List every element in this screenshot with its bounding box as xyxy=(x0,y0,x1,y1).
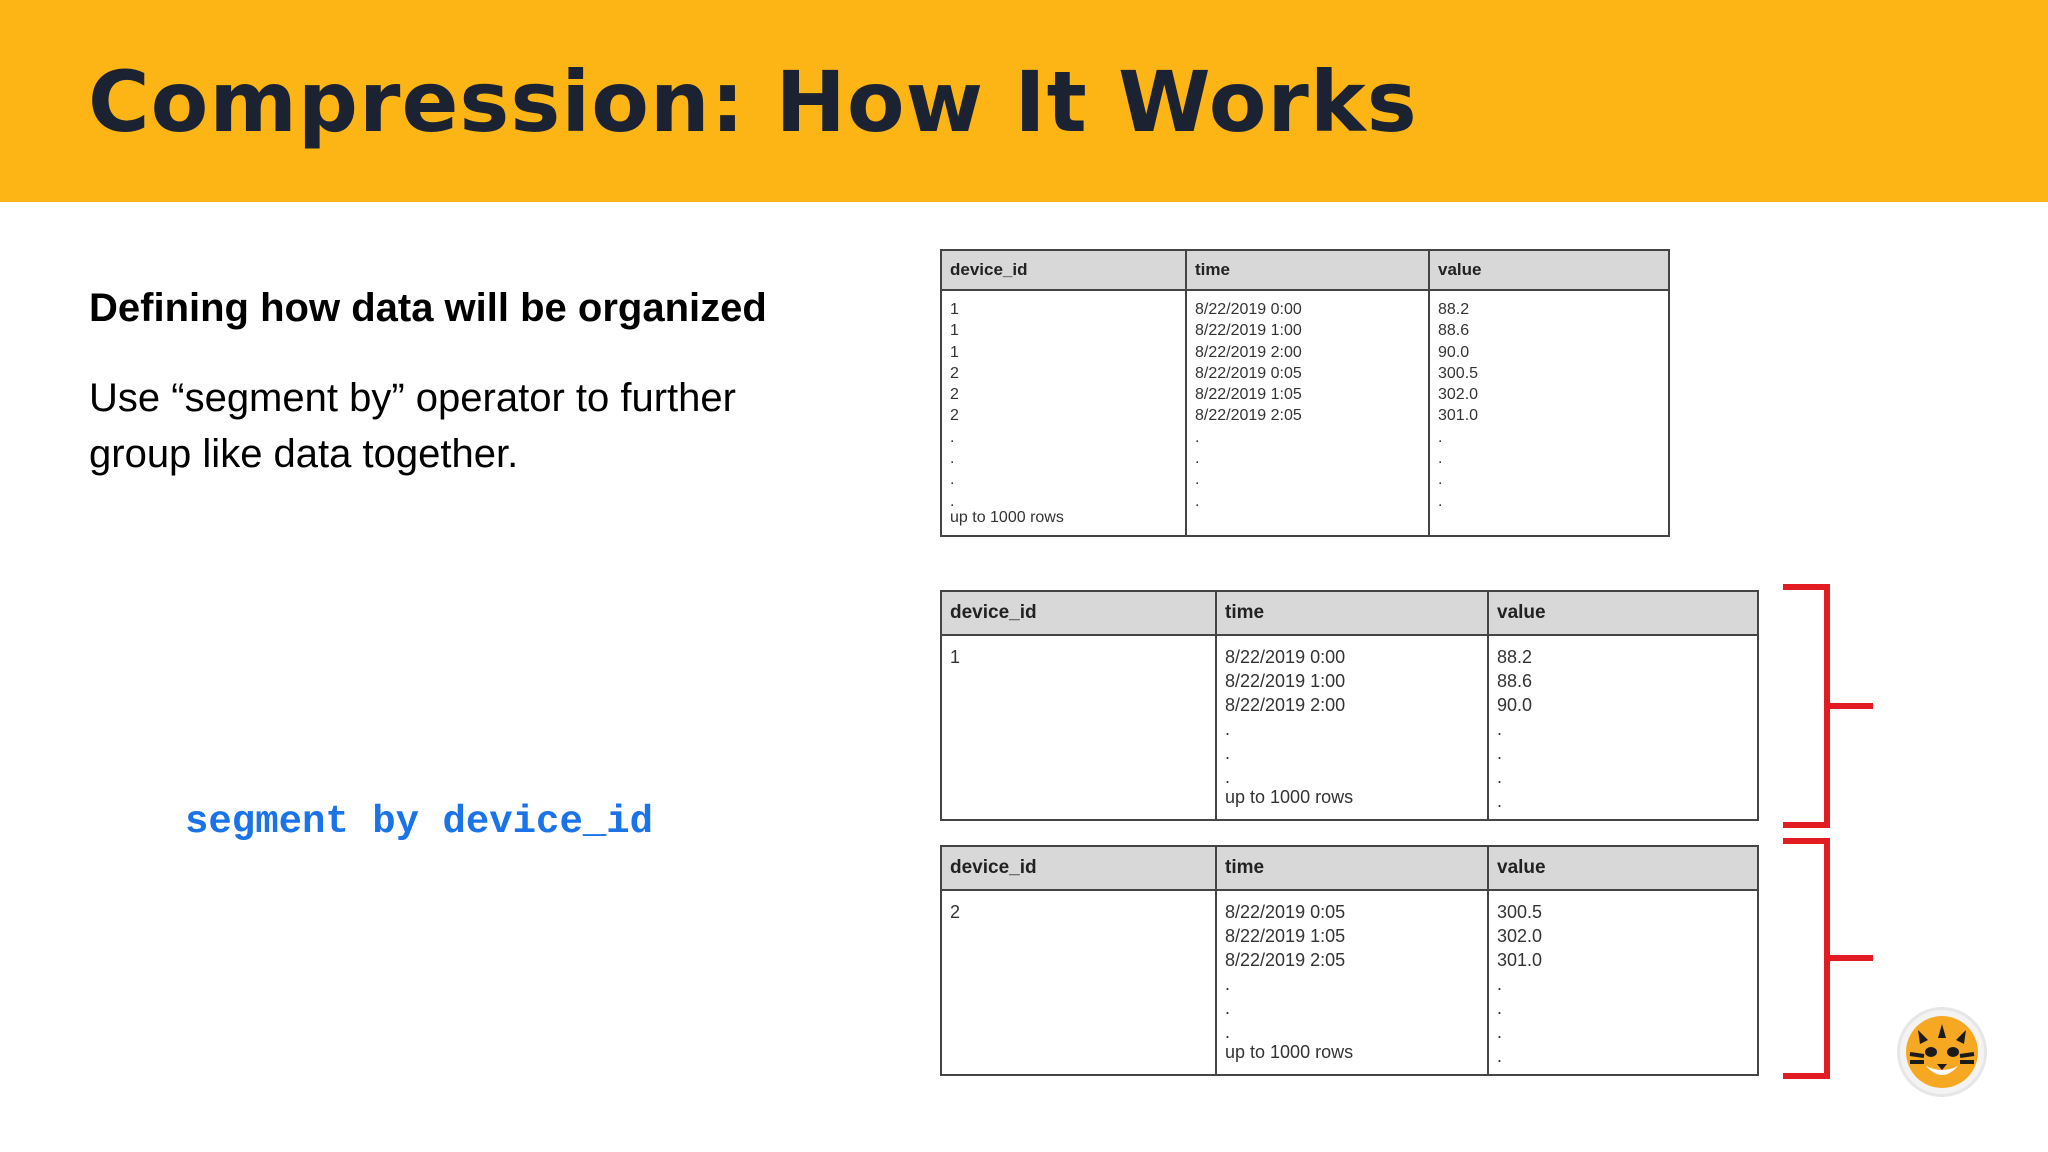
section-subheading: Defining how data will be organized xyxy=(89,286,767,330)
segment-table-device-1 xyxy=(940,590,1759,821)
header-value: value xyxy=(1497,602,1546,623)
column-device-id xyxy=(942,592,1215,819)
header-value: value xyxy=(1438,260,1482,279)
header-device-id: device_id xyxy=(950,602,1037,623)
right-bracket-icon xyxy=(1775,582,1875,832)
column-device-id xyxy=(942,251,1185,535)
header-time: time xyxy=(1195,260,1230,279)
header-value: value xyxy=(1497,857,1546,878)
value-cells: 88.2 88.6 90.0 300.5 302.0 301.0 . . . . xyxy=(1438,301,1479,510)
time-cells: 8/22/2019 0:00 8/22/2019 1:00 8/22/2019 2:00 . . . xyxy=(1225,647,1346,787)
column-time xyxy=(1185,251,1428,535)
value-cells: 88.2 88.6 90.0 . . . . xyxy=(1497,647,1533,811)
column-value xyxy=(1428,251,1668,535)
row-limit-note: up to 1000 rows xyxy=(1225,1042,1354,1062)
column-device-id xyxy=(942,847,1215,1074)
value-cells: 300.5 302.0 301.0 . . . . xyxy=(1497,902,1543,1066)
right-bracket-icon xyxy=(1775,836,1875,1084)
header-device-id: device_id xyxy=(950,260,1028,279)
segment-table-device-2 xyxy=(940,845,1759,1076)
device-id-cells: 1 1 1 2 2 2 . . . . xyxy=(950,301,959,510)
device-id-cells: 1 xyxy=(950,647,961,667)
device-id-cells: 2 xyxy=(950,902,961,922)
header-time: time xyxy=(1225,857,1265,878)
column-value xyxy=(1487,847,1757,1074)
column-time xyxy=(1215,847,1487,1074)
row-limit-note: up to 1000 rows xyxy=(1225,787,1354,807)
time-cells: 8/22/2019 0:00 8/22/2019 1:00 8/22/2019 2:00 8/22/2019 0:05 8/22/2019 1:05 8/22/2019 2:05 . . . . xyxy=(1195,301,1302,510)
column-time xyxy=(1215,592,1487,819)
segment-by-code: segment by device_id xyxy=(185,800,654,844)
header-time: time xyxy=(1225,602,1265,623)
header-device-id: device_id xyxy=(950,857,1037,878)
combined-table xyxy=(940,249,1670,537)
body-text: Use “segment by” operator to further group like data together. xyxy=(89,376,736,476)
column-value xyxy=(1487,592,1757,819)
tiger-logo-icon xyxy=(1900,1010,1984,1094)
time-cells: 8/22/2019 0:05 8/22/2019 1:05 8/22/2019 2:05 . . . xyxy=(1225,902,1346,1042)
page-title: Compression: How It Works xyxy=(88,53,1418,151)
row-limit-note: up to 1000 rows xyxy=(950,509,1064,526)
